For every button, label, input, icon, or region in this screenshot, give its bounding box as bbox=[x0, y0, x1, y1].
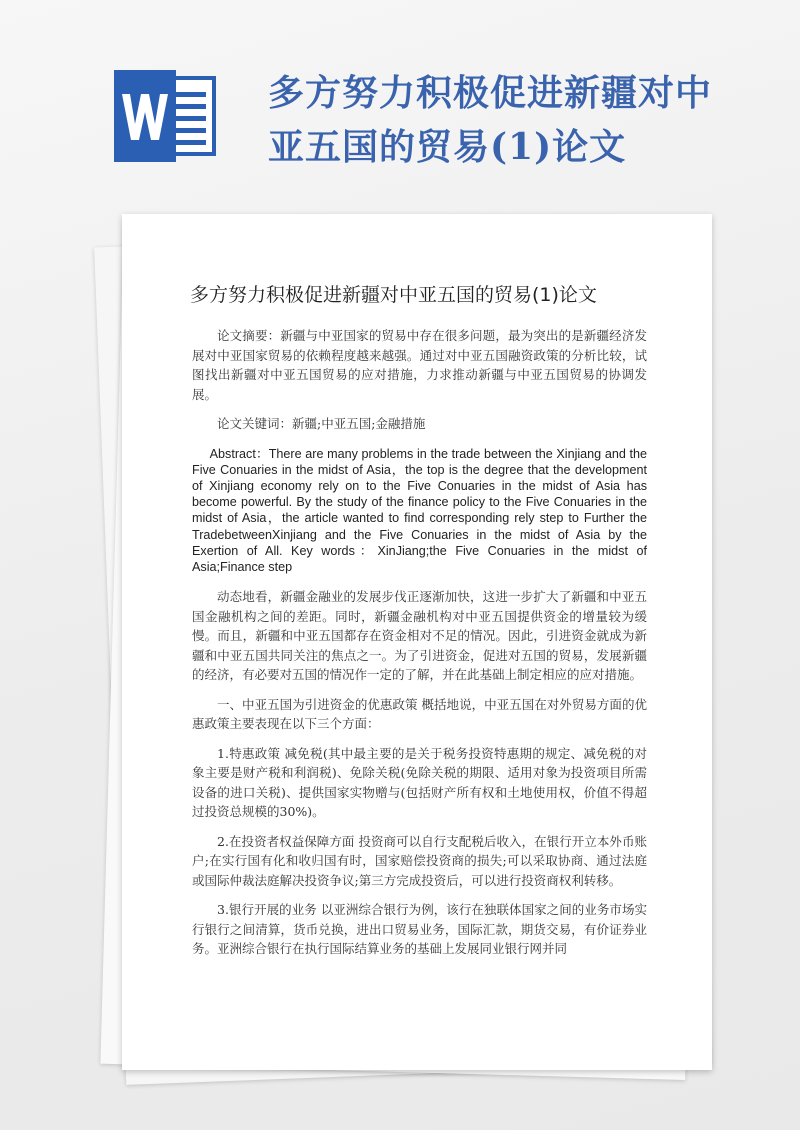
header-title: 多方努力积极促进新疆对中亚五国的贸易(1)论文 bbox=[268, 72, 713, 168]
list-item-paragraph: 3.银行开展的业务 以亚洲综合银行为例，该行在独联体国家之间的业务市场实行银行之间清算，货币兑换，进出口贸易业务，国际汇款，期货交易，有价证券业务。亚洲综合银行在执行国际结算业务的基础上发展同业银行网并同 bbox=[192, 902, 647, 957]
body-paragraph: 动态地看，新疆金融业的发展步伐正逐渐加快，这进一步扩大了新疆和中亚五国金融机构之间的差距。同时，新疆金融机构对中亚五国提供资金的增量较为缓慢。而且，新疆和中亚五国都存在资金相对不足的情况。因此，引进资金就成为新疆和中亚五国共同关注的焦点之一。为了引进资金，促进对五国的贸易，发展新疆的经济，有必要对五国的情况作一定的了解，并在此基础上制定相应的应对措施。 bbox=[192, 589, 647, 683]
list-item-paragraph: 2.在投资者权益保障方面 投资商可以自行支配税后收入，在银行开立本外币账户;在实行国有化和收归国有时，国家赔偿投资商的损失;可以采取协商、通过法庭或国际仲裁法庭解决投资争议;第三方完成投资后，可以进行投资商权利转移。 bbox=[192, 833, 647, 888]
abstract-cn-paragraph: 论文摘要：新疆与中亚国家的贸易中存在很多问题，最为突出的是新疆经济发展对中亚国家贸易的依赖程度越来越强。通过对中亚五国融资政策的分析比较，试图找出新疆对中亚五国贸易的应对措施，力求推动新疆与中亚五国贸易的协调发展。 bbox=[192, 328, 647, 402]
keywords-paragraph: 论文关键词：新疆;中亚五国;金融措施 bbox=[217, 416, 426, 431]
abstract-en-paragraph: Abstract：There are many problems in the trade between the Xinjiang and the Five Conuaries in the midst of Asia，the top is the degree that the development of Xinjiang economy rely on to the Five Conuaries in the midst of Asia has become powerful. By the study of the finance policy to the Five Conuaries in the midst of Asia，the article wanted to find corresponding rely step to Further the TradebetweenXinjiang and the Five Conuaries in the midst of Asia by the Exertion of All. Key words：XinJiang;the Five Conuaries in the midst of Asia;Finance step bbox=[192, 446, 647, 574]
document-title: 多方努力积极促进新疆对中亚五国的贸易(1)论文 bbox=[190, 284, 597, 306]
document-body bbox=[192, 326, 647, 969]
word-document-icon bbox=[112, 70, 216, 162]
list-item-paragraph: 1.特惠政策 减免税(其中最主要的是关于税务投资特惠期的规定、减免税的对象主要是财产税和利润税)、免除关税(免除关税的期限、适用对象为投资项目所需设备的进口关税)、提供国家实物赠与(包括财产所有权和土地使用权，价值不得超过投资总规模的30%)。 bbox=[192, 745, 647, 820]
header bbox=[0, 0, 800, 200]
document-page bbox=[122, 214, 712, 1070]
section-heading-paragraph: 一、中亚五国为引进资金的优惠政策 概括地说，中亚五国在对外贸易方面的优惠政策主要表现在以下三个方面： bbox=[192, 696, 647, 732]
